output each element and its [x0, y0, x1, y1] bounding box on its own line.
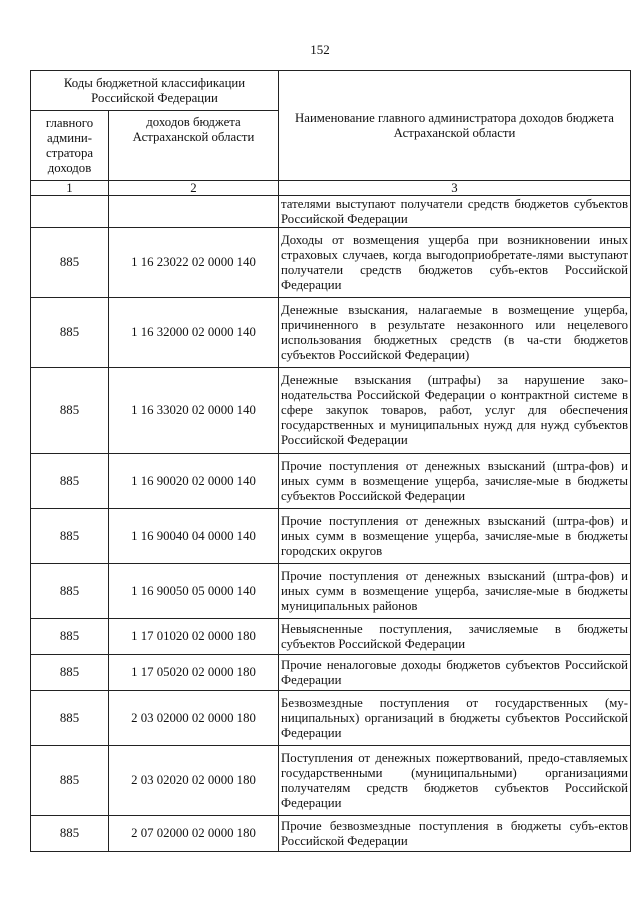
admin-code-cell: 885 — [31, 655, 109, 691]
budget-classification-table — [30, 70, 631, 852]
revenue-name-cell: Прочие поступления от денежных взысканий (штра-фов) и иных сумм в возмещение ущерба, зачисляе-мые в бюджеты субъектов Российской Федерации — [279, 454, 631, 509]
admin-code-cell: 885 — [31, 454, 109, 509]
revenue-code-cell: 1 16 90050 05 0000 140 — [109, 564, 279, 619]
table-row — [31, 298, 631, 368]
header-num-3: 3 — [279, 181, 631, 196]
table-row — [31, 655, 631, 691]
revenue-code-cell: 1 16 90040 04 0000 140 — [109, 509, 279, 564]
table-row — [31, 228, 631, 298]
table-row — [31, 691, 631, 746]
revenue-name-cell: Прочие поступления от денежных взысканий (штра-фов) и иных сумм в возмещение ущерба, зачисляе-мые в бюджеты городских округов — [279, 509, 631, 564]
revenue-name-cell: тателями выступают получатели средств бюджетов субъектов Российской Федерации — [279, 196, 631, 228]
table-row — [31, 509, 631, 564]
revenue-code-cell: 1 16 23022 02 0000 140 — [109, 228, 279, 298]
table-row — [31, 564, 631, 619]
revenue-code-cell: 2 03 02000 02 0000 180 — [109, 691, 279, 746]
revenue-name-cell: Прочие неналоговые доходы бюджетов субъектов Российской Федерации — [279, 655, 631, 691]
table-row — [31, 368, 631, 454]
header-col-code: доходов бюджета Астраханской области — [109, 111, 279, 181]
revenue-name-cell: Денежные взыскания (штрафы) за нарушение зако-нодательства Российской Федерации о контрактной системе в сфере закупок товаров, работ, услуг для обеспечения государственных и муниципальных нужд для нужд субъектов Российской Федерации — [279, 368, 631, 454]
revenue-code-cell: 1 16 32000 02 0000 140 — [109, 298, 279, 368]
revenue-code-cell: 2 07 02000 02 0000 180 — [109, 816, 279, 852]
table-row — [31, 196, 631, 228]
table-row — [31, 816, 631, 852]
admin-code-cell: 885 — [31, 619, 109, 655]
revenue-name-cell: Прочие безвозмездные поступления в бюджеты субъ-ектов Российской Федерации — [279, 816, 631, 852]
admin-code-cell: 885 — [31, 509, 109, 564]
admin-code-cell: 885 — [31, 228, 109, 298]
table-row — [31, 619, 631, 655]
revenue-code-cell — [109, 196, 279, 228]
admin-code-cell: 885 — [31, 746, 109, 816]
revenue-code-cell: 1 17 05020 02 0000 180 — [109, 655, 279, 691]
header-group-title: Коды бюджетной классификации Российской Федерации — [31, 71, 279, 111]
admin-code-cell: 885 — [31, 691, 109, 746]
admin-code-cell — [31, 196, 109, 228]
revenue-name-cell: Доходы от возмещения ущерба при возникновении иных страховых случаев, когда выгодоприобретате-лями выступают получатели средств бюджетов субъ-ектов Российской Федерации — [279, 228, 631, 298]
admin-code-cell: 885 — [31, 564, 109, 619]
revenue-code-cell: 1 16 33020 02 0000 140 — [109, 368, 279, 454]
header-col-name: Наименование главного администратора доходов бюджета Астраханской области — [279, 71, 631, 181]
revenue-code-cell: 2 03 02020 02 0000 180 — [109, 746, 279, 816]
header-col-admin: главного админи-стратора доходов — [31, 111, 109, 181]
table-row — [31, 746, 631, 816]
revenue-name-cell: Поступления от денежных пожертвований, предо-ставляемых государственными (муниципальными) организациями получателям средств бюджетов субъектов Российской Федерации — [279, 746, 631, 816]
admin-code-cell: 885 — [31, 298, 109, 368]
page-number: 152 — [310, 42, 330, 57]
header-num-1: 1 — [31, 181, 109, 196]
table-row — [31, 454, 631, 509]
revenue-name-cell: Безвозмездные поступления от государственных (му-ниципальных) организаций в бюджеты субъектов Российской Федерации — [279, 691, 631, 746]
revenue-name-cell: Денежные взыскания, налагаемые в возмещение ущерба, причиненного в результате незаконного или нецелевого использования бюджетных средств (в ча-сти бюджетов субъектов Российской Федерации) — [279, 298, 631, 368]
header-num-2: 2 — [109, 181, 279, 196]
revenue-code-cell: 1 17 01020 02 0000 180 — [109, 619, 279, 655]
revenue-code-cell: 1 16 90020 02 0000 140 — [109, 454, 279, 509]
revenue-name-cell: Невыясненные поступления, зачисляемые в бюджеты субъектов Российской Федерации — [279, 619, 631, 655]
admin-code-cell: 885 — [31, 368, 109, 454]
revenue-name-cell: Прочие поступления от денежных взысканий (штра-фов) и иных сумм в возмещение ущерба, зачисляе-мые в бюджеты муниципальных районов — [279, 564, 631, 619]
admin-code-cell: 885 — [31, 816, 109, 852]
